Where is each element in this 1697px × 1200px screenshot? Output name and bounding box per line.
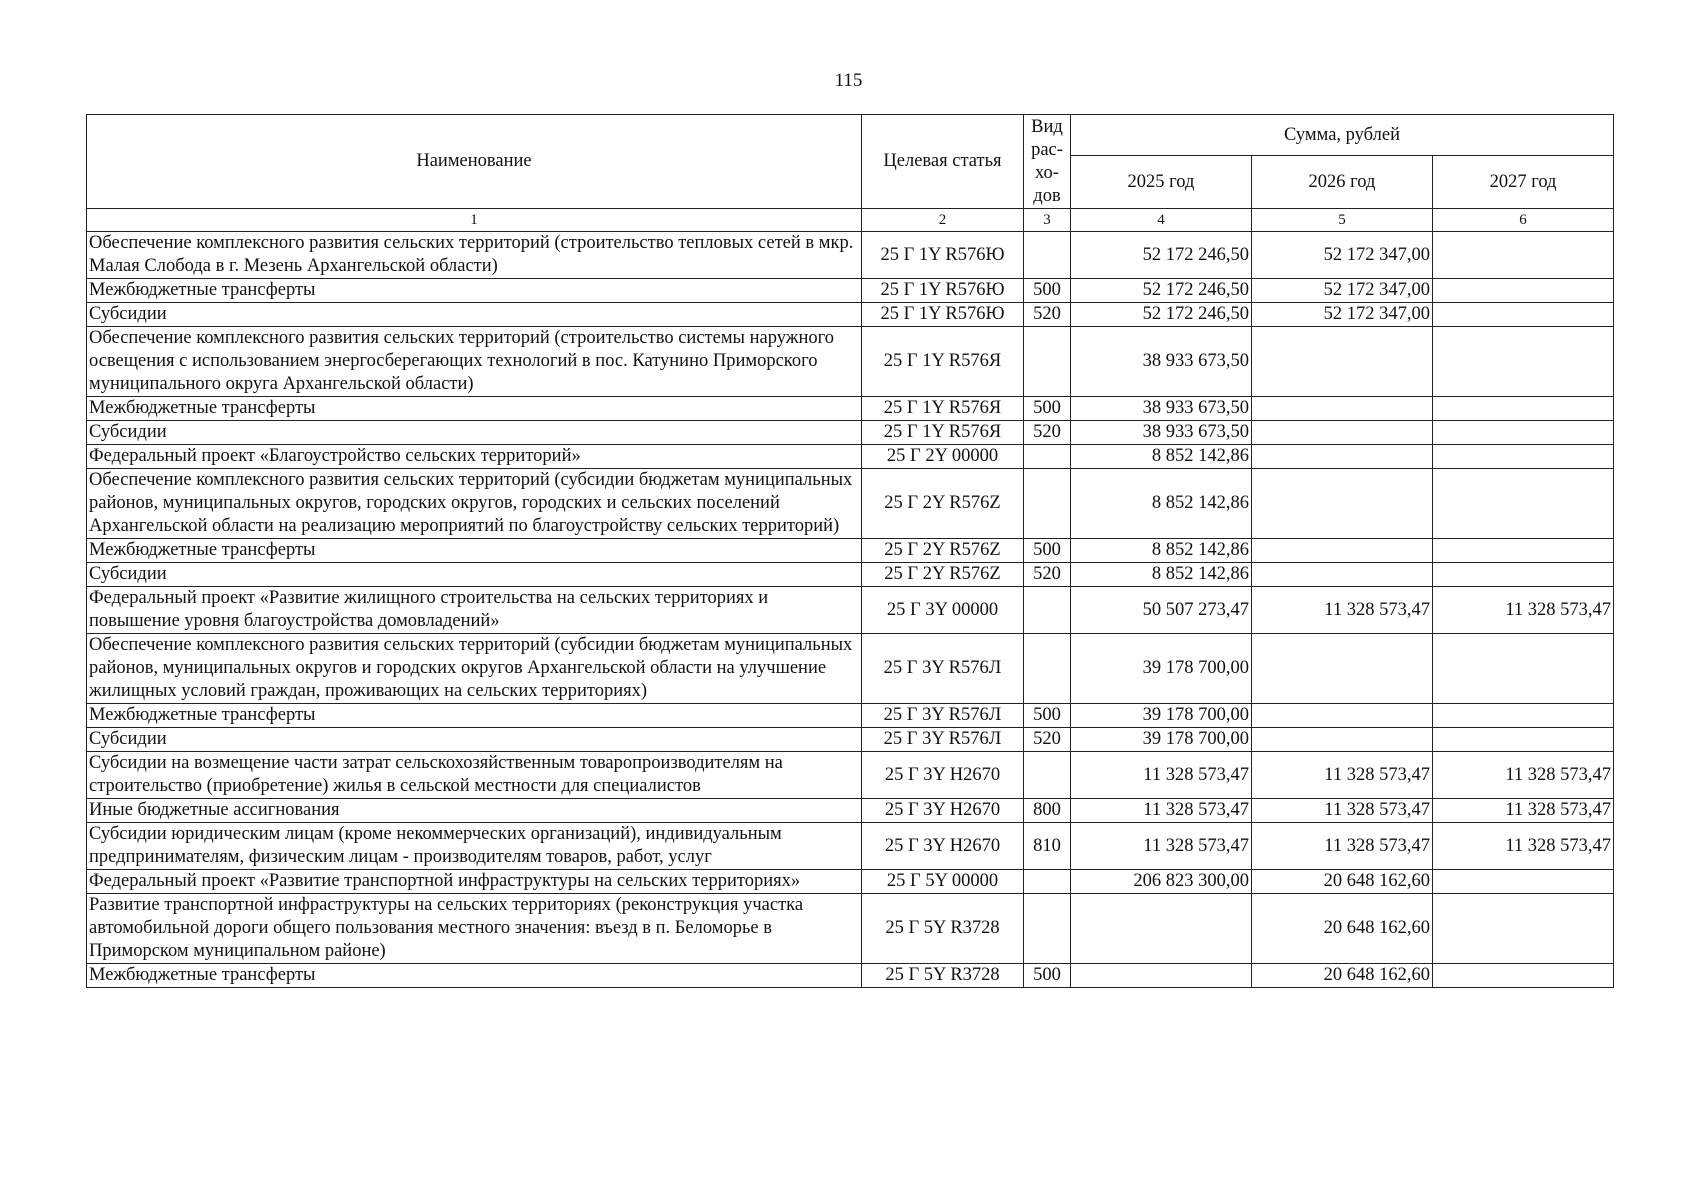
- table-body: [87, 232, 1614, 988]
- row-sum-2027-cell: [1433, 870, 1614, 894]
- row-target-cell: 25 Г 1Y R576Я: [862, 397, 1024, 421]
- header-vid-line: рас-: [1031, 139, 1063, 160]
- column-number: 6: [1433, 209, 1614, 232]
- row-name-cell: Субсидии: [87, 303, 862, 327]
- table-row: [87, 634, 1614, 704]
- row-sum-2027-cell: [1433, 894, 1614, 964]
- row-sum-2025-cell: 52 172 246,50: [1071, 232, 1252, 279]
- table-row: [87, 232, 1614, 279]
- row-sum-2026-cell: 11 328 573,47: [1252, 752, 1433, 799]
- row-name-cell: Субсидии: [87, 421, 862, 445]
- row-sum-2025-cell: 52 172 246,50: [1071, 303, 1252, 327]
- header-2026: 2026 год: [1252, 156, 1433, 209]
- row-sum-2027-cell: [1433, 303, 1614, 327]
- table-row: [87, 327, 1614, 397]
- header-target: Целевая статья: [862, 115, 1024, 209]
- row-name-cell: Обеспечение комплексного развития сельских территорий (строительство системы наружного освещения с использованием энергосберегающих технологий в пос. Катунино Приморского муниципального округа Архангельской области): [87, 327, 862, 397]
- row-name-cell: Межбюджетные трансферты: [87, 279, 862, 303]
- row-vid-cell: [1024, 587, 1071, 634]
- header-sum: Сумма, рублей: [1071, 115, 1614, 156]
- row-name-cell: Федеральный проект «Благоустройство сельских территорий»: [87, 445, 862, 469]
- row-name-cell: Субсидии на возмещение части затрат сельскохозяйственным товаропроизводителям на строительство (приобретение) жилья в сельской местности для специалистов: [87, 752, 862, 799]
- row-target-cell: 25 Г 1Y R576Ю: [862, 232, 1024, 279]
- row-sum-2025-cell: 52 172 246,50: [1071, 279, 1252, 303]
- header-2025: 2025 год: [1071, 156, 1252, 209]
- row-sum-2027-cell: [1433, 539, 1614, 563]
- row-name-cell: Межбюджетные трансферты: [87, 964, 862, 988]
- row-vid-cell: 520: [1024, 303, 1071, 327]
- row-sum-2025-cell: 38 933 673,50: [1071, 327, 1252, 397]
- table-row: [87, 279, 1614, 303]
- row-sum-2025-cell: 11 328 573,47: [1071, 752, 1252, 799]
- row-sum-2025-cell: [1071, 964, 1252, 988]
- table-row: [87, 823, 1614, 870]
- row-vid-cell: [1024, 634, 1071, 704]
- row-target-cell: 25 Г 3Y R576Л: [862, 704, 1024, 728]
- row-sum-2026-cell: 11 328 573,47: [1252, 587, 1433, 634]
- row-target-cell: 25 Г 2Y R576Z: [862, 539, 1024, 563]
- row-sum-2025-cell: 8 852 142,86: [1071, 563, 1252, 587]
- row-vid-cell: 520: [1024, 563, 1071, 587]
- row-target-cell: 25 Г 2Y R576Z: [862, 469, 1024, 539]
- row-sum-2026-cell: [1252, 539, 1433, 563]
- column-number: 3: [1024, 209, 1071, 232]
- row-sum-2027-cell: [1433, 964, 1614, 988]
- row-vid-cell: [1024, 327, 1071, 397]
- row-vid-cell: [1024, 445, 1071, 469]
- row-name-cell: Обеспечение комплексного развития сельских территорий (субсидии бюджетам муниципальных районов, муниципальных округов, городских округов, городских и сельских поселений Архангельской области на реализацию мероприятий по благоустройству сельских территорий): [87, 469, 862, 539]
- row-sum-2025-cell: 8 852 142,86: [1071, 445, 1252, 469]
- row-target-cell: 25 Г 1Y R576Ю: [862, 279, 1024, 303]
- row-name-cell: Субсидии юридическим лицам (кроме некоммерческих организаций), индивидуальным предпринимателям, физическим лицам - производителям товаров, работ, услуг: [87, 823, 862, 870]
- row-target-cell: 25 Г 3Y Н2670: [862, 823, 1024, 870]
- header-2027: 2027 год: [1433, 156, 1614, 209]
- row-sum-2027-cell: [1433, 563, 1614, 587]
- column-number: 2: [862, 209, 1024, 232]
- table-row: [87, 728, 1614, 752]
- row-sum-2026-cell: [1252, 327, 1433, 397]
- row-sum-2027-cell: [1433, 232, 1614, 279]
- row-sum-2025-cell: 38 933 673,50: [1071, 397, 1252, 421]
- row-vid-cell: 810: [1024, 823, 1071, 870]
- row-sum-2026-cell: [1252, 634, 1433, 704]
- row-name-cell: Обеспечение комплексного развития сельских территорий (строительство тепловых сетей в мкр. Малая Слобода в г. Мезень Архангельской области): [87, 232, 862, 279]
- row-sum-2026-cell: 20 648 162,60: [1252, 964, 1433, 988]
- table-row: [87, 303, 1614, 327]
- row-sum-2027-cell: [1433, 634, 1614, 704]
- table-row: [87, 964, 1614, 988]
- row-sum-2025-cell: 11 328 573,47: [1071, 799, 1252, 823]
- column-number: 5: [1252, 209, 1433, 232]
- row-vid-cell: 500: [1024, 539, 1071, 563]
- row-target-cell: 25 Г 5Y R3728: [862, 964, 1024, 988]
- page-number: 115: [834, 70, 863, 91]
- table-row: [87, 752, 1614, 799]
- row-vid-cell: [1024, 894, 1071, 964]
- row-sum-2025-cell: 11 328 573,47: [1071, 823, 1252, 870]
- row-target-cell: 25 Г 1Y R576Я: [862, 327, 1024, 397]
- row-sum-2026-cell: 52 172 347,00: [1252, 232, 1433, 279]
- row-vid-cell: [1024, 870, 1071, 894]
- table-row: [87, 870, 1614, 894]
- row-sum-2027-cell: [1433, 397, 1614, 421]
- row-sum-2027-cell: [1433, 327, 1614, 397]
- row-target-cell: 25 Г 2Y R576Z: [862, 563, 1024, 587]
- row-vid-cell: 500: [1024, 704, 1071, 728]
- row-sum-2027-cell: [1433, 469, 1614, 539]
- row-vid-cell: [1024, 469, 1071, 539]
- row-target-cell: 25 Г 3Y R576Л: [862, 634, 1024, 704]
- row-sum-2026-cell: 11 328 573,47: [1252, 823, 1433, 870]
- row-sum-2026-cell: [1252, 728, 1433, 752]
- row-target-cell: 25 Г 3Y 00000: [862, 587, 1024, 634]
- row-sum-2025-cell: 50 507 273,47: [1071, 587, 1252, 634]
- row-name-cell: Межбюджетные трансферты: [87, 397, 862, 421]
- row-target-cell: 25 Г 1Y R576Ю: [862, 303, 1024, 327]
- row-sum-2026-cell: [1252, 397, 1433, 421]
- row-target-cell: 25 Г 2Y 00000: [862, 445, 1024, 469]
- row-sum-2026-cell: [1252, 469, 1433, 539]
- row-sum-2026-cell: [1252, 421, 1433, 445]
- row-sum-2026-cell: 52 172 347,00: [1252, 279, 1433, 303]
- table-row: [87, 704, 1614, 728]
- row-sum-2025-cell: 206 823 300,00: [1071, 870, 1252, 894]
- table-row: [87, 587, 1614, 634]
- header-vid-line: дов: [1033, 185, 1061, 206]
- row-sum-2027-cell: [1433, 704, 1614, 728]
- row-name-cell: Федеральный проект «Развитие транспортной инфраструктуры на сельских территориях»: [87, 870, 862, 894]
- row-name-cell: Межбюджетные трансферты: [87, 704, 862, 728]
- table-row: [87, 445, 1614, 469]
- table-row: [87, 799, 1614, 823]
- row-sum-2027-cell: 11 328 573,47: [1433, 823, 1614, 870]
- column-number: 4: [1071, 209, 1252, 232]
- row-vid-cell: 520: [1024, 728, 1071, 752]
- row-sum-2027-cell: [1433, 445, 1614, 469]
- row-sum-2027-cell: 11 328 573,47: [1433, 587, 1614, 634]
- row-vid-cell: 520: [1024, 421, 1071, 445]
- row-sum-2025-cell: 39 178 700,00: [1071, 728, 1252, 752]
- table-row: [87, 539, 1614, 563]
- header-name: Наименование: [87, 115, 862, 209]
- row-vid-cell: 500: [1024, 397, 1071, 421]
- row-sum-2027-cell: [1433, 728, 1614, 752]
- row-sum-2026-cell: 11 328 573,47: [1252, 799, 1433, 823]
- column-number-row: [87, 209, 1614, 232]
- row-name-cell: Иные бюджетные ассигнования: [87, 799, 862, 823]
- row-name-cell: Субсидии: [87, 728, 862, 752]
- row-sum-2027-cell: 11 328 573,47: [1433, 752, 1614, 799]
- row-vid-cell: 500: [1024, 964, 1071, 988]
- header-vid: [1024, 115, 1071, 209]
- header-vid-line: хо-: [1035, 162, 1059, 183]
- row-vid-cell: [1024, 752, 1071, 799]
- row-sum-2025-cell: 8 852 142,86: [1071, 469, 1252, 539]
- row-sum-2025-cell: 39 178 700,00: [1071, 704, 1252, 728]
- column-number: 1: [87, 209, 862, 232]
- row-name-cell: Субсидии: [87, 563, 862, 587]
- row-name-cell: Межбюджетные трансферты: [87, 539, 862, 563]
- budget-table: [86, 114, 1614, 988]
- row-target-cell: 25 Г 5Y R3728: [862, 894, 1024, 964]
- row-sum-2027-cell: [1433, 279, 1614, 303]
- row-sum-2026-cell: 20 648 162,60: [1252, 894, 1433, 964]
- row-sum-2026-cell: [1252, 704, 1433, 728]
- row-vid-cell: [1024, 232, 1071, 279]
- table-row: [87, 397, 1614, 421]
- row-sum-2027-cell: 11 328 573,47: [1433, 799, 1614, 823]
- row-sum-2026-cell: [1252, 445, 1433, 469]
- row-sum-2026-cell: [1252, 563, 1433, 587]
- row-name-cell: Федеральный проект «Развитие жилищного строительства на сельских территориях и повышение уровня благоустройства домовладений»: [87, 587, 862, 634]
- table-row: [87, 469, 1614, 539]
- row-vid-cell: 800: [1024, 799, 1071, 823]
- table-row: [87, 894, 1614, 964]
- row-target-cell: 25 Г 3Y Н2670: [862, 799, 1024, 823]
- row-sum-2025-cell: 8 852 142,86: [1071, 539, 1252, 563]
- table-row: [87, 421, 1614, 445]
- row-sum-2025-cell: 39 178 700,00: [1071, 634, 1252, 704]
- table-header: [87, 115, 1614, 232]
- row-name-cell: Обеспечение комплексного развития сельских территорий (субсидии бюджетам муниципальных районов, муниципальных округов и городских округов Архангельской области на улучшение жилищных условий граждан, проживающих на сельских территориях): [87, 634, 862, 704]
- row-sum-2026-cell: 52 172 347,00: [1252, 303, 1433, 327]
- row-sum-2025-cell: [1071, 894, 1252, 964]
- row-sum-2026-cell: 20 648 162,60: [1252, 870, 1433, 894]
- header-vid-line: Вид: [1031, 116, 1063, 137]
- row-target-cell: 25 Г 3Y Н2670: [862, 752, 1024, 799]
- row-target-cell: 25 Г 1Y R576Я: [862, 421, 1024, 445]
- row-target-cell: 25 Г 5Y 00000: [862, 870, 1024, 894]
- row-name-cell: Развитие транспортной инфраструктуры на сельских территориях (реконструкция участка автомобильной дороги общего пользования местного значения: въезд в п. Беломорье в Приморском муниципальном районе): [87, 894, 862, 964]
- table-row: [87, 563, 1614, 587]
- row-target-cell: 25 Г 3Y R576Л: [862, 728, 1024, 752]
- row-sum-2025-cell: 38 933 673,50: [1071, 421, 1252, 445]
- row-vid-cell: 500: [1024, 279, 1071, 303]
- row-sum-2027-cell: [1433, 421, 1614, 445]
